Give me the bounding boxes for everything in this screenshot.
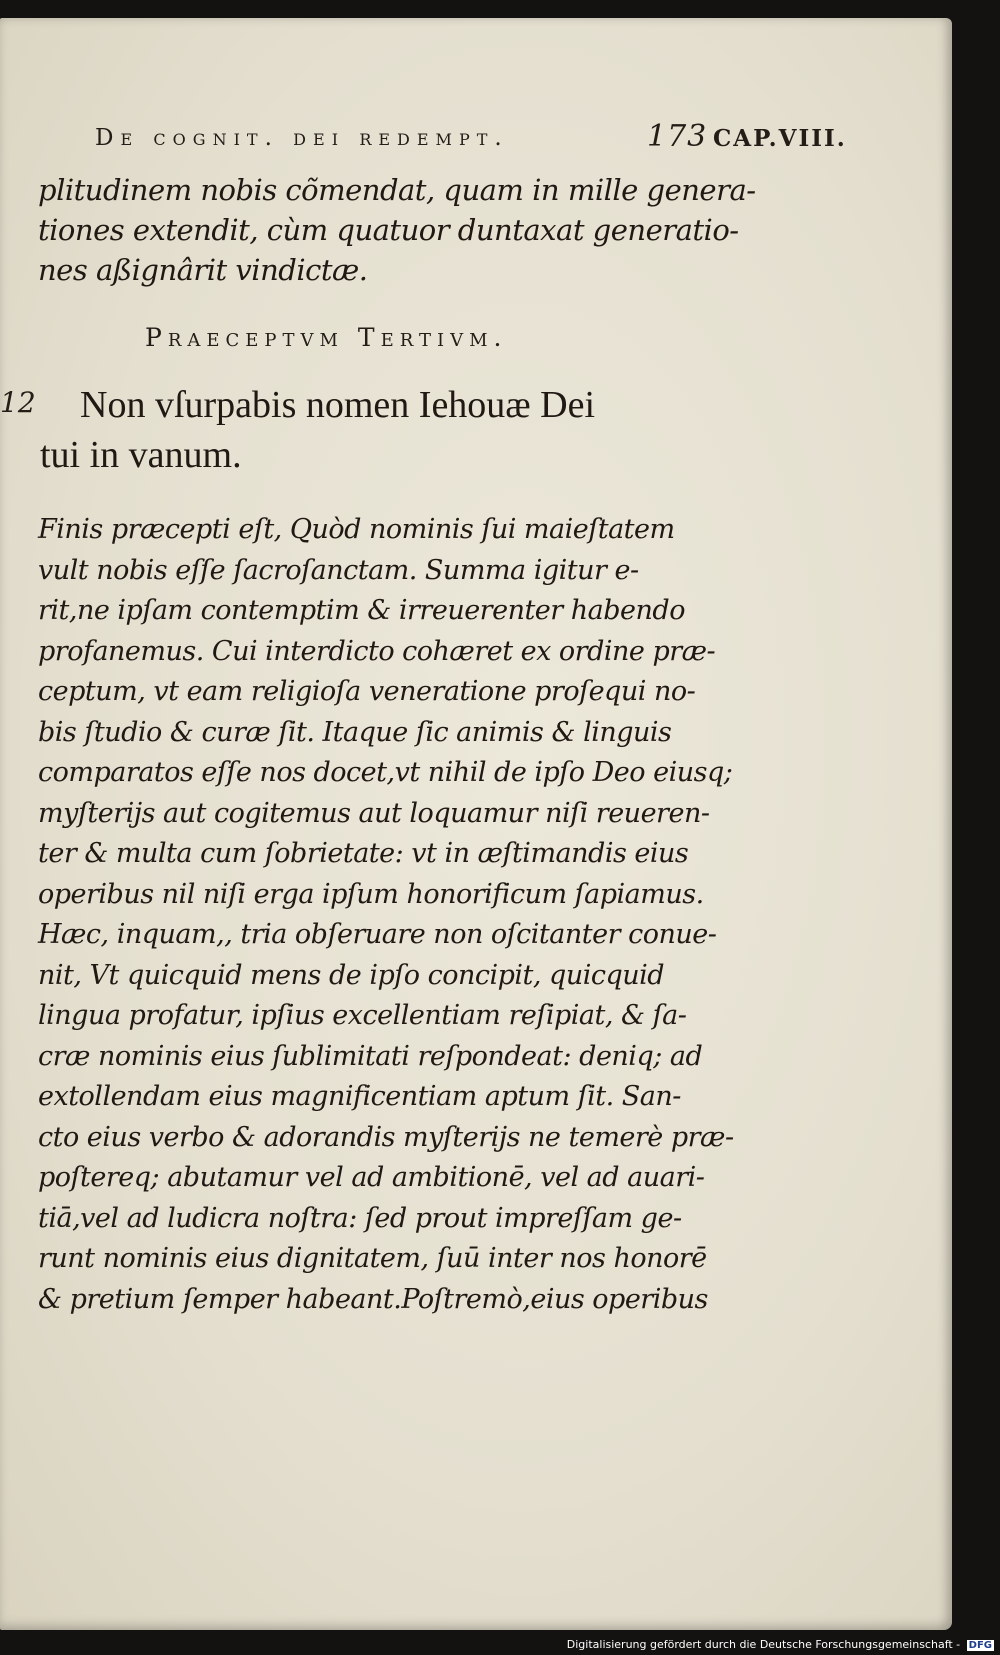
text-line: extollendam eius magnificentiam aptum ſit. San-: [38, 1081, 681, 1112]
text-line: myſterijs aut cogitemus aut loquamur niſi reueren-: [38, 797, 710, 829]
text-line: poſtereq; abutamur vel ad ambitionē, vel ad auari-: [38, 1162, 705, 1193]
text-line: lingua profatur, ipſius excellentiam reſipiat, & ſa-: [38, 1000, 687, 1031]
text-line: comparatos eſſe nos docet,vt nihil de ipſo Deo eiusq;: [38, 757, 733, 788]
text-line: cræ nominis eius ſublimitati reſpondeat: deniq; ad: [38, 1040, 703, 1072]
margin-reference: 12: [0, 386, 36, 419]
dfg-logo: DFG: [968, 1640, 992, 1651]
running-header: [95, 119, 855, 159]
text-line: runt nominis eius dignitatem, ſuū inter nos honorē: [38, 1243, 707, 1274]
text-line: plitudinem nobis cõmendat, quam in mille genera-: [38, 173, 756, 207]
text-line: & pretium ſemper habeant.Poſtremò,eius operibus: [38, 1283, 708, 1315]
intro-paragraph: [38, 170, 756, 290]
text-line: nit, Vt quicquid mens de ipſo concipit, quicquid: [38, 959, 665, 991]
text-line: vult nobis eſſe ſacroſanctam. Summa igitur e-: [38, 554, 639, 586]
text-line: ter & multa cum ſobrietate: vt in æſtimandis eius: [38, 838, 689, 869]
credit-text: Digitalisierung gefördert durch die Deutsche Forschungsgemeinschaft -: [566, 1638, 961, 1651]
page-content: [0, 18, 952, 1630]
commandment-text: [40, 380, 720, 480]
text-line: Hæc, inquam,, tria obſeruare non oſcitanter conue-: [38, 919, 717, 950]
text-line: bis ſtudio & curæ ſit. Itaque ſic animis & linguis: [38, 716, 672, 748]
text-line: ceptum, vt eam religioſa veneratione proſequi no-: [38, 676, 696, 707]
text-line: tiones extendit, cùm quatuor duntaxat generatio-: [38, 213, 739, 247]
section-heading: Praeceptvm Tertivm.: [145, 323, 508, 352]
commandment-line: tui in vanum.: [40, 434, 242, 476]
commandment-line: Non vſurpabis nomen Iehouæ Dei: [80, 384, 596, 426]
chapter-label: CAP.VIII.: [713, 125, 847, 152]
book-page: [0, 18, 952, 1630]
main-paragraph: [38, 510, 734, 1320]
text-line: Finis præcepti eſt, Quòd nominis ſui maieſtatem: [38, 514, 675, 545]
text-line: operibus nil niſi erga ipſum honorificum ſapiamus.: [38, 878, 704, 910]
text-line: rit,ne ipſam contemptim & irreuerenter habendo: [38, 595, 685, 626]
text-line: nes aßignârit vindictæ.: [38, 253, 368, 287]
page-number: 173: [647, 119, 708, 154]
text-line: cto eius verbo & adorandis myſterijs ne temerè præ-: [38, 1121, 734, 1153]
digitization-credit: [567, 1638, 994, 1651]
text-line: tiā,vel ad ludicra noſtra: ſed prout impreſſam ge-: [38, 1202, 682, 1234]
text-line: profanemus. Cui interdicto cohæret ex ordine præ-: [38, 635, 716, 667]
running-title: De cognit. dei redempt.: [95, 125, 509, 151]
